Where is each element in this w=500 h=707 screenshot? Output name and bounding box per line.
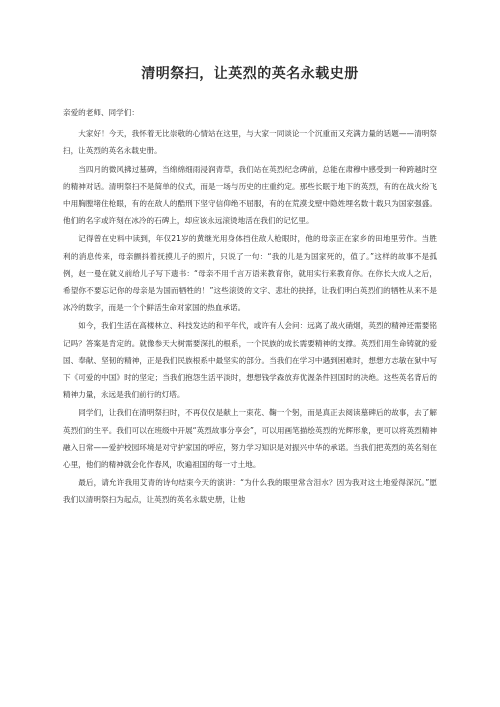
greeting-line: 亲爱的老师、同学们： (63, 108, 139, 117)
document-title: 清明祭扫，让英烈的英名永载史册 (141, 66, 359, 82)
body-paragraph-5: 同学们，让我们在清明祭扫时，不再仅仅是献上一束花、鞠一个躬，而是真正去阅读墓碑后的故事，去了解英烈们的生平。我们可以在班级中开展“英烈故事分享会”，可以用画笔描绘英烈的光辉形象，更可以将英烈精神融入日常——爱护校园环境是对守护家国的呼应，努力学习知识是对振兴中华的承诺。当我们把英烈的英名刻在心里，他们的精神就会化作春风，吹遍祖国的每一寸土地。 (63, 408, 437, 470)
body-paragraph-1: 大家好！今天，我怀着无比崇敬的心情站在这里，与大家一同谈论一个沉重而又充满力量的话题——清明祭扫，让英烈的英名永载史册。 (63, 129, 437, 156)
body-paragraph-3: 记得曾在史料中读到，年仅21岁的黄继光用身体挡住敌人枪眼时，他的母亲正在家乡的田地里劳作。当胜利的消息传来，母亲颤抖着抚摸儿子的照片，只说了一句：“我的儿是为国家死的，值了。”这样的故事不是孤例，赵一曼在就义前给儿子写下遗书：“母亲不用千言万语来教育你，就用实行来教育你。在你长大成人之后，希望你不要忘记你的母亲是为国而牺牲的！”这些滚烫的文字、悲壮的抉择，让我们明白英烈们的牺牲从来不是冰冷的数字，而是一个个鲜活生命对家国的热血承诺。 (63, 234, 437, 313)
body-paragraph-2: 当四月的微风拂过墓碑，当绵绵细雨浸润青草，我们站在英烈纪念碑前，总能在肃穆中感受到一种跨越时空的精神对话。清明祭扫不是简单的仪式，而是一场与历史的庄重约定。那些长眠于地下的英烈，有的在战火纷飞中用胸膛堵住枪眼，有的在敌人的酷刑下坚守信仰绝不屈服，有的在荒漠戈壁中隐姓埋名数十载只为国家强盛。他们的名字或许刻在冰冷的石碑上，却应该永远滚烫地活在我们的记忆里。 (63, 164, 437, 226)
body-paragraph-6: 最后，请允许我用艾青的诗句结束今天的演讲：“为什么我的眼里常含泪水？因为我对这土地爱得深沉。”愿我们以清明祭扫为起点，让英烈的英名永载史册，让他 (63, 478, 437, 505)
body-paragraph-4: 如今，我们生活在高楼林立、科技发达的和平年代，或许有人会问：远离了战火硝烟，英烈的精神还需要铭记吗？答案是肯定的。就像参天大树需要深扎的根系，一个民族的成长需要精神的支撑。英烈们用生命铸就的爱国、奉献、坚韧的精神，正是我们民族根系中最坚实的部分。当我们在学习中遇到困难时，想想方志敏在狱中写下《可爱的中国》时的坚定；当我们抱怨生活平淡时，想想钱学森放弃优渥条件回国时的决绝。这些英名背后的精神力量，永远是我们前行的灯塔。 (63, 321, 437, 400)
